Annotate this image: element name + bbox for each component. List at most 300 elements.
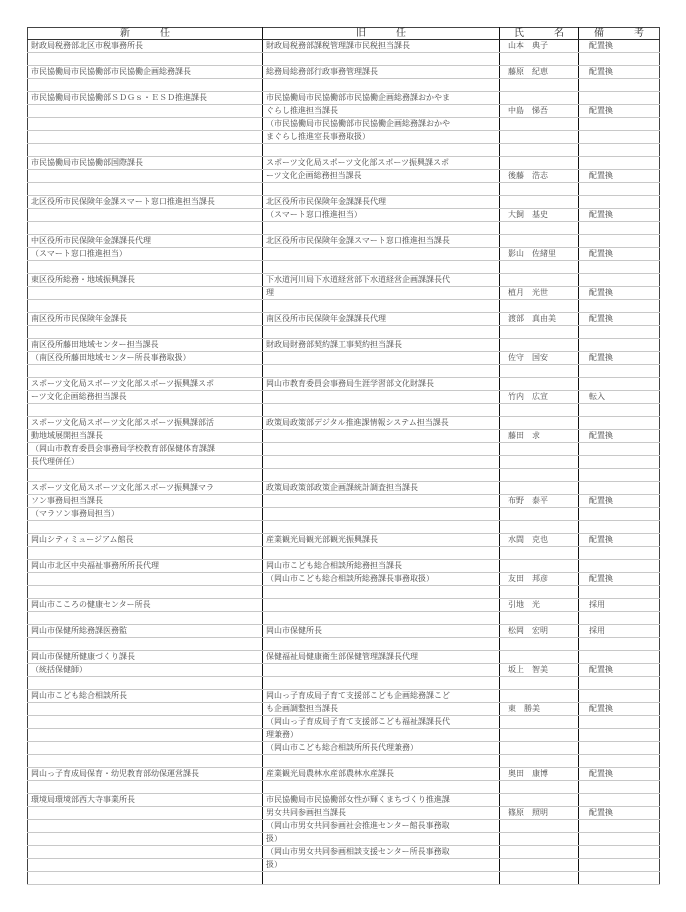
name-cell xyxy=(500,183,579,196)
remarks-cell xyxy=(579,716,660,729)
remarks-cell xyxy=(579,274,660,287)
remarks-cell xyxy=(579,469,660,482)
table-row xyxy=(28,287,660,300)
name-cell: 渡部 真由美 xyxy=(500,313,579,326)
table-row xyxy=(28,430,660,443)
remarks-cell xyxy=(579,742,660,755)
remarks-cell xyxy=(579,378,660,391)
name-cell xyxy=(500,560,579,573)
new-position-cell xyxy=(28,209,263,222)
name-cell xyxy=(500,612,579,625)
table-row xyxy=(28,456,660,469)
new-position-cell xyxy=(28,326,263,339)
table-row xyxy=(28,365,660,378)
remarks-cell xyxy=(579,79,660,92)
remarks-cell xyxy=(579,560,660,573)
name-cell xyxy=(500,144,579,157)
header-new-position: 新 任 xyxy=(28,28,263,40)
previous-position-cell xyxy=(263,261,500,274)
header-name: 氏 名 xyxy=(500,28,579,40)
table-row xyxy=(28,534,660,547)
table-row xyxy=(28,404,660,417)
remarks-cell xyxy=(579,755,660,768)
remarks-cell xyxy=(579,677,660,690)
new-position-cell xyxy=(28,612,263,625)
previous-position-cell xyxy=(263,222,500,235)
table-row xyxy=(28,599,660,612)
name-cell: 藤田 求 xyxy=(500,430,579,443)
remarks-cell xyxy=(579,508,660,521)
previous-position-cell: 扱） xyxy=(263,833,500,846)
new-position-cell xyxy=(28,833,263,846)
remarks-cell xyxy=(579,157,660,170)
name-cell: 水間 克也 xyxy=(500,534,579,547)
previous-position-cell: 産業観光局観光部観光振興課長 xyxy=(263,534,500,547)
table-row xyxy=(28,469,660,482)
new-position-cell: 岡山市保健所総務課医務監 xyxy=(28,625,263,638)
name-cell: 東 勝美 xyxy=(500,703,579,716)
previous-position-cell: （スマート窓口推進担当） xyxy=(263,209,500,222)
table-row xyxy=(28,703,660,716)
previous-position-cell xyxy=(263,677,500,690)
remarks-cell: 配置換 xyxy=(579,807,660,820)
previous-position-cell: 北区役所市民保険年金課課長代理 xyxy=(263,196,500,209)
new-position-cell: 岡山市北区中央福祉事務所所長代理 xyxy=(28,560,263,573)
table-row xyxy=(28,222,660,235)
table-row xyxy=(28,352,660,365)
table-row xyxy=(28,612,660,625)
name-cell xyxy=(500,508,579,521)
previous-position-cell xyxy=(263,495,500,508)
previous-position-cell: 岡山市保健所長 xyxy=(263,625,500,638)
previous-position-cell: 岡山市こども総合相談所総務担当課長 xyxy=(263,560,500,573)
name-cell xyxy=(500,846,579,859)
name-cell xyxy=(500,781,579,794)
previous-position-cell: （岡山市こども総合相談所総務課長事務取扱） xyxy=(263,573,500,586)
remarks-cell xyxy=(579,521,660,534)
new-position-cell xyxy=(28,573,263,586)
name-cell: 後藤 浩志 xyxy=(500,170,579,183)
name-cell: 佐守 国安 xyxy=(500,352,579,365)
personnel-changes-table xyxy=(27,27,660,885)
new-position-cell xyxy=(28,807,263,820)
new-position-cell: 南区役所市民保険年金課長 xyxy=(28,313,263,326)
table-row xyxy=(28,664,660,677)
name-cell xyxy=(500,794,579,807)
table-row xyxy=(28,794,660,807)
table-row xyxy=(28,625,660,638)
table-row xyxy=(28,417,660,430)
remarks-cell: 配置換 xyxy=(579,664,660,677)
table-row xyxy=(28,781,660,794)
remarks-cell: 配置換 xyxy=(579,40,660,53)
new-position-cell xyxy=(28,781,263,794)
name-cell xyxy=(500,222,579,235)
previous-position-cell: 理 xyxy=(263,287,500,300)
table-row xyxy=(28,105,660,118)
previous-position-cell xyxy=(263,300,500,313)
table-row xyxy=(28,508,660,521)
previous-position-cell xyxy=(263,872,500,885)
remarks-cell xyxy=(579,781,660,794)
previous-position-cell: （岡山市男女共同参画相談支援センター所長事務取 xyxy=(263,846,500,859)
previous-position-cell: まぐらし推進室長事務取扱） xyxy=(263,131,500,144)
new-position-cell xyxy=(28,716,263,729)
previous-position-cell xyxy=(263,53,500,66)
remarks-cell xyxy=(579,586,660,599)
name-cell xyxy=(500,742,579,755)
name-cell xyxy=(500,417,579,430)
table-row xyxy=(28,521,660,534)
remarks-cell xyxy=(579,443,660,456)
table-row xyxy=(28,79,660,92)
remarks-cell xyxy=(579,196,660,209)
new-position-cell xyxy=(28,365,263,378)
name-cell xyxy=(500,92,579,105)
new-position-cell: ソン事務局担当課長 xyxy=(28,495,263,508)
new-position-cell: （南区役所藤田地域センター所長事務取扱） xyxy=(28,352,263,365)
remarks-cell: 配置換 xyxy=(579,534,660,547)
name-cell: 影山 佐緒里 xyxy=(500,248,579,261)
new-position-cell: 岡山市保健所健康づくり課長 xyxy=(28,651,263,664)
table-row xyxy=(28,157,660,170)
previous-position-cell xyxy=(263,443,500,456)
previous-position-cell xyxy=(263,144,500,157)
previous-position-cell xyxy=(263,430,500,443)
table-row xyxy=(28,560,660,573)
name-cell xyxy=(500,53,579,66)
new-position-cell: （統括保健師） xyxy=(28,664,263,677)
remarks-cell: 配置換 xyxy=(579,66,660,79)
name-cell: 竹内 広宣 xyxy=(500,391,579,404)
name-cell xyxy=(500,469,579,482)
new-position-cell xyxy=(28,170,263,183)
remarks-cell: 採用 xyxy=(579,599,660,612)
table-row xyxy=(28,170,660,183)
new-position-cell: 南区役所藤田地域センター担当課長 xyxy=(28,339,263,352)
previous-position-cell xyxy=(263,612,500,625)
new-position-cell: 長代理併任） xyxy=(28,456,263,469)
remarks-cell: 配置換 xyxy=(579,170,660,183)
remarks-cell: 配置換 xyxy=(579,248,660,261)
table-row xyxy=(28,313,660,326)
previous-position-cell xyxy=(263,352,500,365)
remarks-cell xyxy=(579,183,660,196)
previous-position-cell: 総務局総務部行政事務管理課長 xyxy=(263,66,500,79)
table-row xyxy=(28,833,660,846)
remarks-cell xyxy=(579,235,660,248)
remarks-cell xyxy=(579,846,660,859)
name-cell xyxy=(500,586,579,599)
new-position-cell: 中区役所市民保険年金課課長代理 xyxy=(28,235,263,248)
new-position-cell xyxy=(28,859,263,872)
new-position-cell: 市民協働局市民協働部ＳＤＧｓ・ＥＳＤ推進課長 xyxy=(28,92,263,105)
table-row xyxy=(28,807,660,820)
name-cell: 友田 邦彦 xyxy=(500,573,579,586)
new-position-cell xyxy=(28,586,263,599)
remarks-cell xyxy=(579,651,660,664)
table-row xyxy=(28,677,660,690)
new-position-cell: 市民協働局市民協働部国際課長 xyxy=(28,157,263,170)
new-position-cell: スポーツ文化局スポーツ文化部スポーツ振興課部活 xyxy=(28,417,263,430)
previous-position-cell xyxy=(263,456,500,469)
table-row xyxy=(28,391,660,404)
name-cell xyxy=(500,547,579,560)
remarks-cell: 配置換 xyxy=(579,105,660,118)
name-cell: 山本 典子 xyxy=(500,40,579,53)
name-cell xyxy=(500,404,579,417)
new-position-cell xyxy=(28,287,263,300)
name-cell xyxy=(500,859,579,872)
table-row xyxy=(28,859,660,872)
name-cell xyxy=(500,157,579,170)
name-cell xyxy=(500,521,579,534)
table-row xyxy=(28,768,660,781)
previous-position-cell xyxy=(263,404,500,417)
previous-position-cell xyxy=(263,547,500,560)
new-position-cell xyxy=(28,469,263,482)
header-remarks: 備 考 xyxy=(579,28,660,40)
new-position-cell xyxy=(28,820,263,833)
previous-position-cell xyxy=(263,365,500,378)
name-cell xyxy=(500,482,579,495)
name-cell: 藤原 紀恵 xyxy=(500,66,579,79)
name-cell: 大飼 基史 xyxy=(500,209,579,222)
table-row xyxy=(28,729,660,742)
remarks-cell xyxy=(579,118,660,131)
remarks-cell xyxy=(579,547,660,560)
name-cell xyxy=(500,729,579,742)
new-position-cell: 東区役所総務・地域振興課長 xyxy=(28,274,263,287)
remarks-cell xyxy=(579,417,660,430)
new-position-cell: 岡山市こころの健康センター所長 xyxy=(28,599,263,612)
remarks-cell xyxy=(579,794,660,807)
name-cell xyxy=(500,378,579,391)
new-position-cell xyxy=(28,53,263,66)
name-cell xyxy=(500,638,579,651)
remarks-cell xyxy=(579,300,660,313)
previous-position-cell: 理兼務） xyxy=(263,729,500,742)
name-cell xyxy=(500,716,579,729)
table-row xyxy=(28,651,660,664)
new-position-cell xyxy=(28,547,263,560)
table-row xyxy=(28,586,660,599)
name-cell xyxy=(500,443,579,456)
name-cell xyxy=(500,261,579,274)
previous-position-cell: 扱） xyxy=(263,859,500,872)
table-row xyxy=(28,326,660,339)
table-row xyxy=(28,573,660,586)
table-row xyxy=(28,196,660,209)
table-row xyxy=(28,144,660,157)
remarks-cell xyxy=(579,404,660,417)
table-row xyxy=(28,742,660,755)
name-cell xyxy=(500,833,579,846)
previous-position-cell: 財政局税務部課税管理課市民税担当課長 xyxy=(263,40,500,53)
remarks-cell xyxy=(579,222,660,235)
name-cell xyxy=(500,196,579,209)
name-cell xyxy=(500,339,579,352)
remarks-cell xyxy=(579,820,660,833)
previous-position-cell xyxy=(263,521,500,534)
new-position-cell xyxy=(28,144,263,157)
previous-position-cell xyxy=(263,599,500,612)
table-row xyxy=(28,378,660,391)
previous-position-cell: 北区役所市民保険年金課スマート窓口推進担当課長 xyxy=(263,235,500,248)
personnel-table-sheet xyxy=(27,27,659,885)
name-cell xyxy=(500,820,579,833)
remarks-cell xyxy=(579,92,660,105)
remarks-cell xyxy=(579,638,660,651)
previous-position-cell xyxy=(263,391,500,404)
name-cell xyxy=(500,872,579,885)
table-row xyxy=(28,274,660,287)
previous-position-cell xyxy=(263,248,500,261)
remarks-cell: 転入 xyxy=(579,391,660,404)
remarks-cell xyxy=(579,339,660,352)
previous-position-cell: 男女共同参画担当課長 xyxy=(263,807,500,820)
remarks-cell: 配置換 xyxy=(579,313,660,326)
previous-position-cell: も企画調整担当課長 xyxy=(263,703,500,716)
table-row xyxy=(28,755,660,768)
name-cell: 布野 泰平 xyxy=(500,495,579,508)
name-cell: 奥田 康博 xyxy=(500,768,579,781)
remarks-cell: 配置換 xyxy=(579,430,660,443)
new-position-cell xyxy=(28,261,263,274)
name-cell: 引地 光 xyxy=(500,599,579,612)
previous-position-cell: 市民協働局市民協働部女性が輝くまちづくり推進課 xyxy=(263,794,500,807)
new-position-cell: 動地域展開担当課長 xyxy=(28,430,263,443)
remarks-cell xyxy=(579,833,660,846)
remarks-cell xyxy=(579,690,660,703)
previous-position-cell: （岡山市こども総合相談所所長代理兼務） xyxy=(263,742,500,755)
new-position-cell xyxy=(28,79,263,92)
previous-position-cell: （市民協働局市民協働部市民協働企画総務課おかや xyxy=(263,118,500,131)
name-cell xyxy=(500,755,579,768)
new-position-cell xyxy=(28,755,263,768)
table-row xyxy=(28,261,660,274)
table-row xyxy=(28,300,660,313)
table-row xyxy=(28,846,660,859)
name-cell xyxy=(500,118,579,131)
previous-position-cell: （岡山市男女共同参画社会推進センター館長事務取 xyxy=(263,820,500,833)
previous-position-cell xyxy=(263,183,500,196)
name-cell xyxy=(500,235,579,248)
remarks-cell xyxy=(579,729,660,742)
remarks-cell xyxy=(579,131,660,144)
table-header-row xyxy=(28,28,660,40)
remarks-cell: 配置換 xyxy=(579,573,660,586)
new-position-cell: 岡山市こども総合相談所長 xyxy=(28,690,263,703)
previous-position-cell xyxy=(263,79,500,92)
table-row xyxy=(28,820,660,833)
new-position-cell: （岡山市教育委員会事務局学校教育部保健体育課課 xyxy=(28,443,263,456)
new-position-cell: （マラソン事務局担当） xyxy=(28,508,263,521)
previous-position-cell: 産業観光局農林水産部農林水産課長 xyxy=(263,768,500,781)
previous-position-cell: 岡山市教育委員会事務局生涯学習部文化財課長 xyxy=(263,378,500,391)
new-position-cell xyxy=(28,846,263,859)
new-position-cell xyxy=(28,742,263,755)
previous-position-cell: 岡山っ子育成局子育て支援部こども企画総務課こど xyxy=(263,690,500,703)
previous-position-cell: 政策局政策部デジタル推進課情報システム担当課長 xyxy=(263,417,500,430)
previous-position-cell xyxy=(263,781,500,794)
remarks-cell: 配置換 xyxy=(579,352,660,365)
table-row xyxy=(28,209,660,222)
previous-position-cell: ぐらし推進担当課長 xyxy=(263,105,500,118)
remarks-cell xyxy=(579,872,660,885)
table-row xyxy=(28,638,660,651)
remarks-cell: 配置換 xyxy=(579,495,660,508)
name-cell: 植月 光世 xyxy=(500,287,579,300)
previous-position-cell xyxy=(263,664,500,677)
remarks-cell: 配置換 xyxy=(579,287,660,300)
remarks-cell xyxy=(579,144,660,157)
new-position-cell xyxy=(28,677,263,690)
previous-position-cell: （岡山っ子育成局子育て支援部こども福祉課課長代 xyxy=(263,716,500,729)
name-cell xyxy=(500,651,579,664)
remarks-cell xyxy=(579,326,660,339)
table-row xyxy=(28,131,660,144)
name-cell xyxy=(500,456,579,469)
remarks-cell xyxy=(579,612,660,625)
new-position-cell xyxy=(28,872,263,885)
remarks-cell xyxy=(579,53,660,66)
new-position-cell: スポーツ文化局スポーツ文化部スポーツ振興課スポ xyxy=(28,378,263,391)
table-row xyxy=(28,339,660,352)
name-cell xyxy=(500,79,579,92)
new-position-cell xyxy=(28,118,263,131)
new-position-cell: スポーツ文化局スポーツ文化部スポーツ振興課マラ xyxy=(28,482,263,495)
new-position-cell xyxy=(28,729,263,742)
remarks-cell: 配置換 xyxy=(579,209,660,222)
new-position-cell: ーツ文化企画総務担当課長 xyxy=(28,391,263,404)
new-position-cell xyxy=(28,183,263,196)
previous-position-cell: 財政局財務部契約課工事契約担当課長 xyxy=(263,339,500,352)
previous-position-cell: 保健福祉局健康衛生部保健管理課課長代理 xyxy=(263,651,500,664)
previous-position-cell: 政策局政策部政策企画課統計調査担当課長 xyxy=(263,482,500,495)
new-position-cell xyxy=(28,703,263,716)
remarks-cell xyxy=(579,365,660,378)
table-row xyxy=(28,248,660,261)
table-row xyxy=(28,235,660,248)
new-position-cell: 北区役所市民保険年金課スマート窓口推進担当課長 xyxy=(28,196,263,209)
previous-position-cell xyxy=(263,508,500,521)
new-position-cell: （スマート窓口推進担当） xyxy=(28,248,263,261)
table-row xyxy=(28,547,660,560)
name-cell: 中島 悌吾 xyxy=(500,105,579,118)
name-cell xyxy=(500,131,579,144)
remarks-cell xyxy=(579,859,660,872)
previous-position-cell xyxy=(263,755,500,768)
new-position-cell: 環境局環境部西大寺事業所長 xyxy=(28,794,263,807)
table-body xyxy=(28,40,660,885)
new-position-cell: 財政局税務部北区市税事務所長 xyxy=(28,40,263,53)
name-cell: 篠原 照明 xyxy=(500,807,579,820)
previous-position-cell: 市民協働局市民協働部市民協働企画総務課おかやま xyxy=(263,92,500,105)
table-row xyxy=(28,183,660,196)
header-previous-position: 旧 任 xyxy=(263,28,500,40)
previous-position-cell: 南区役所市民保険年金課課長代理 xyxy=(263,313,500,326)
table-row xyxy=(28,53,660,66)
new-position-cell: 岡山っ子育成局保育・幼児教育部幼保運営課長 xyxy=(28,768,263,781)
remarks-cell xyxy=(579,482,660,495)
previous-position-cell xyxy=(263,638,500,651)
table-row xyxy=(28,118,660,131)
name-cell: 松岡 宏明 xyxy=(500,625,579,638)
name-cell xyxy=(500,300,579,313)
previous-position-cell xyxy=(263,326,500,339)
table-row xyxy=(28,716,660,729)
